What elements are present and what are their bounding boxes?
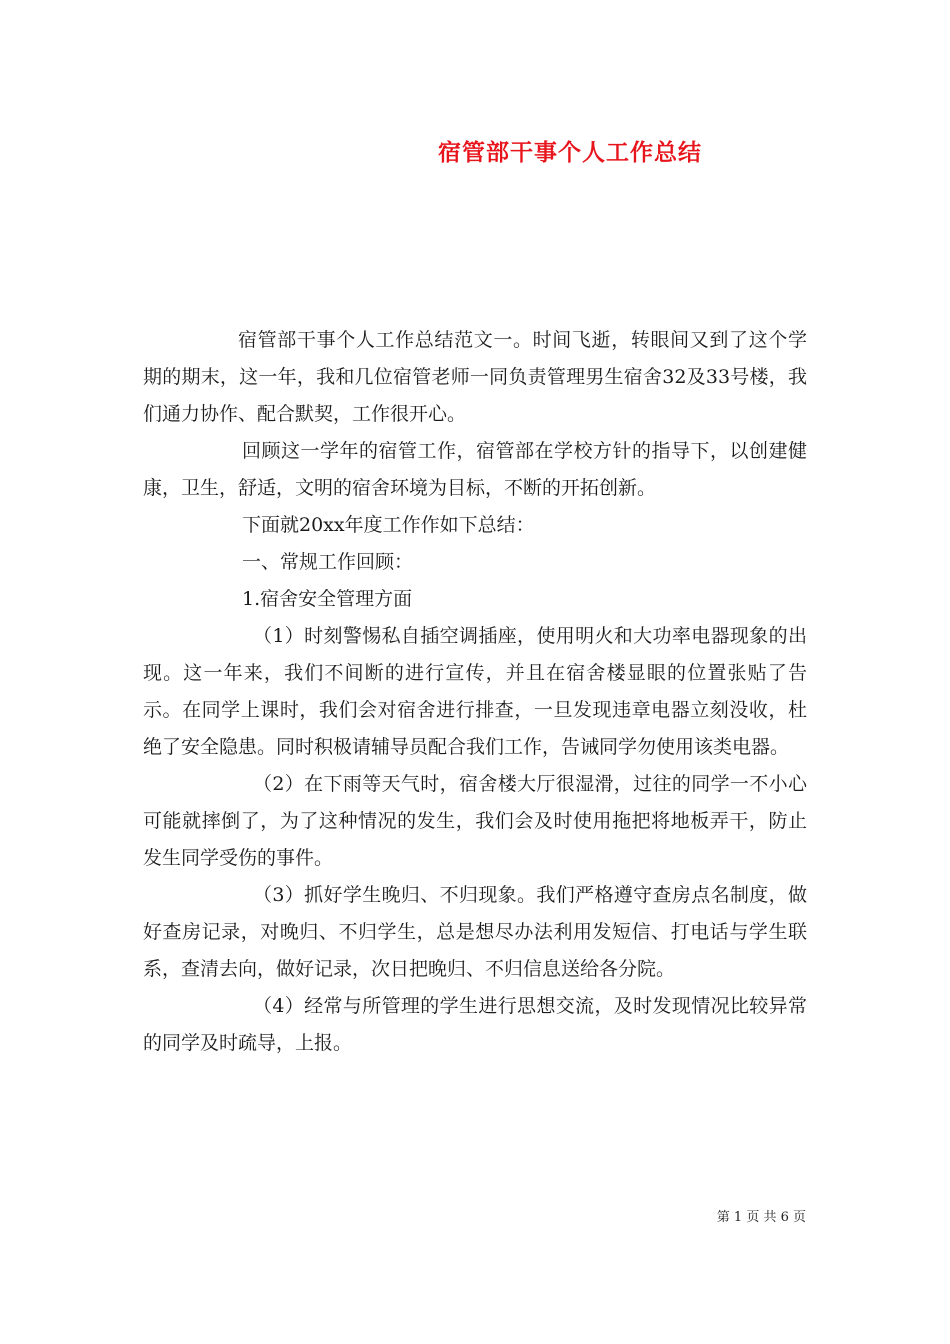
paragraph-summary-intro: 下面就20xx年度工作作如下总结： (242, 514, 535, 536)
document-body (143, 322, 807, 1062)
section-heading-routine-work: 一、常规工作回顾： (242, 551, 414, 573)
list-item-2: （2）在下雨等天气时，宿舍楼大厅很湿滑，过往的同学一不小心可能就摔倒了，为了这种情况的发生，我们会及时使用拖把将地板弄干，防止发生同学受伤的事件。 (143, 773, 807, 869)
list-item-3: （3）抓好学生晚归、不归现象。我们严格遵守查房点名制度，做好查房记录，对晚归、不归学生，总是想尽办法利用发短信、打电话与学生联系，查清去向，做好记录，次日把晚归、不归信息送给各分院。 (143, 884, 807, 980)
list-item-4: （4）经常与所管理的学生进行思想交流，及时发现情况比较异常的同学及时疏导，上报。 (143, 995, 807, 1054)
subsection-heading-safety: 1.宿舍安全管理方面 (242, 588, 413, 610)
list-item-1: （1）时刻警惕私自插空调插座，使用明火和大功率电器现象的出现。这一年来，我们不间断的进行宣传，并且在宿舍楼显眼的位置张贴了告示。在同学上课时，我们会对宿舍进行排查，一旦发现违章电器立刻没收，杜绝了安全隐患。同时积极请辅导员配合我们工作，告诫同学勿使用该类电器。 (143, 625, 807, 758)
paragraph-review: 回顾这一学年的宿管工作，宿管部在学校方针的指导下，以创建健康，卫生，舒适，文明的宿舍环境为目标，不断的开拓创新。 (143, 440, 807, 499)
document-title: 宿管部干事个人工作总结 (438, 139, 702, 166)
page-number: 第 1 页 共 6 页 (716, 1210, 806, 1225)
paragraph-intro: 宿管部干事个人工作总结范文一。时间飞逝，转眼间又到了这个学期的期末，这一年，我和几位宿管老师一同负责管理男生宿舍32及33号楼，我们通力协作、配合默契，工作很开心。 (143, 329, 807, 425)
